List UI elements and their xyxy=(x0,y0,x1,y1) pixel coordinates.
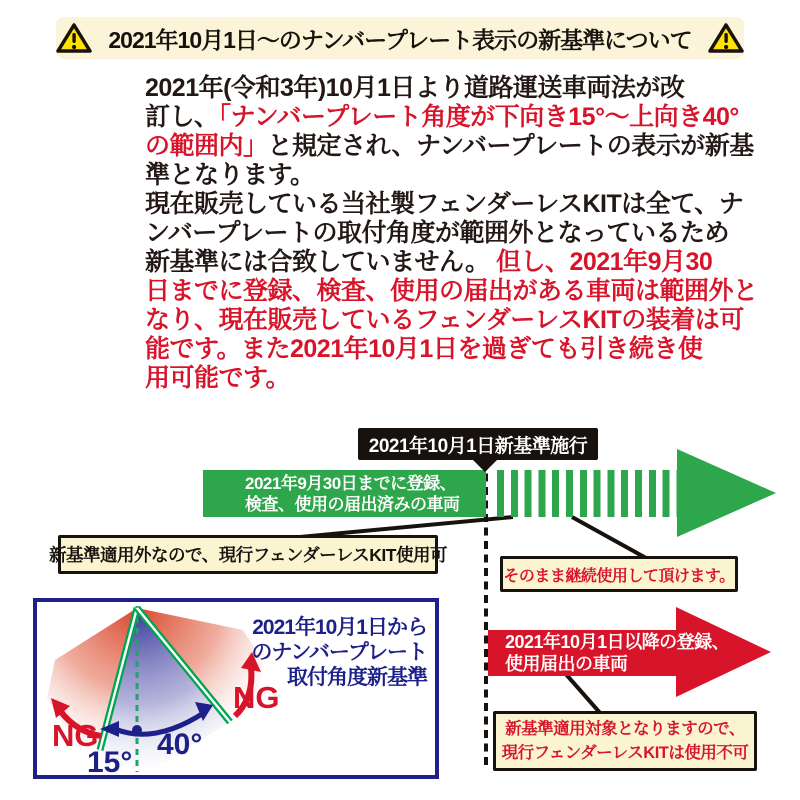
connector-line xyxy=(564,672,601,714)
text-line: の範囲内」と規定され、ナンバープレートの表示が新基 xyxy=(145,132,754,160)
page-title: 2021年10月1日～のナンバープレート表示の新基準について xyxy=(108,26,692,53)
green-arrow-stripes xyxy=(497,470,677,517)
text-line: 準となります。 xyxy=(145,161,315,189)
red-arrow-label xyxy=(505,632,775,675)
text-line: 日までに登録、検査、使用の届出がある車両は範囲外と xyxy=(145,277,758,305)
connector-line xyxy=(572,517,646,558)
green-arrow-body xyxy=(203,470,486,517)
milestone-label: 2021年10月1日新基準施行 xyxy=(358,428,598,460)
diagram-title-line3: 取付角度新基準 xyxy=(287,666,427,689)
text-line: 訂し、「ナンバープレート角度が下向き15°～上向き40° xyxy=(145,103,739,131)
pivot-dot xyxy=(132,725,142,735)
angle-diagram-svg xyxy=(37,602,435,775)
text-line: ンバープレートの取付角度が範囲外となっているため xyxy=(145,219,730,247)
angle-15-label: 15° xyxy=(87,746,133,775)
angle-diagram xyxy=(33,598,439,779)
text-line: 用可能です。 xyxy=(145,364,291,392)
text-line: 能です。また2021年10月1日を過ぎても引き続き使 xyxy=(145,335,703,363)
red-arrow-label-line2: 使用届出の車両 xyxy=(505,653,628,674)
text-line: 新基準には合致していません。 但し、2021年9月30 xyxy=(145,248,713,276)
callout-continue-use: そのまま継続使用して頂けます。 xyxy=(500,556,738,592)
ng-label-left: NG xyxy=(52,718,99,753)
green-arrow-label-line2: 検査、使用の届出済みの車両 xyxy=(245,494,460,514)
angle-40-label: 40° xyxy=(157,728,203,761)
red-arrow-label-line1: 2021年10月1日以降の登録、 xyxy=(505,632,730,652)
text-line: なり、現在販売しているフェンダーレスKITの装着は可 xyxy=(145,306,744,334)
callout-new-standard-line1: 新基準適用対象となりますので、 xyxy=(505,720,745,738)
callout-new-standard-line2: 現行フェンダーレスKITは使用不可 xyxy=(501,744,749,762)
connector-line xyxy=(300,517,513,537)
text-line: 2021年(令和3年)10月1日より道路運送車両法が改 xyxy=(145,74,685,102)
green-arrow-head xyxy=(677,449,776,537)
diagram-title-line1: 2021年10月1日から xyxy=(252,616,427,639)
green-arrow-label-line1: 2021年9月30日までに登録、 xyxy=(245,473,457,493)
callout-new-standard xyxy=(493,711,757,771)
text-line: 現在販売している当社製フェンダーレスKITは全て、ナ xyxy=(145,190,744,218)
diagram-title-line2: のナンバープレート xyxy=(251,641,427,664)
ng-label-right: NG xyxy=(233,680,280,715)
callout-pre-registration: 新基準適用外なので、現行フェンダーレスKIT使用可 xyxy=(58,535,438,574)
